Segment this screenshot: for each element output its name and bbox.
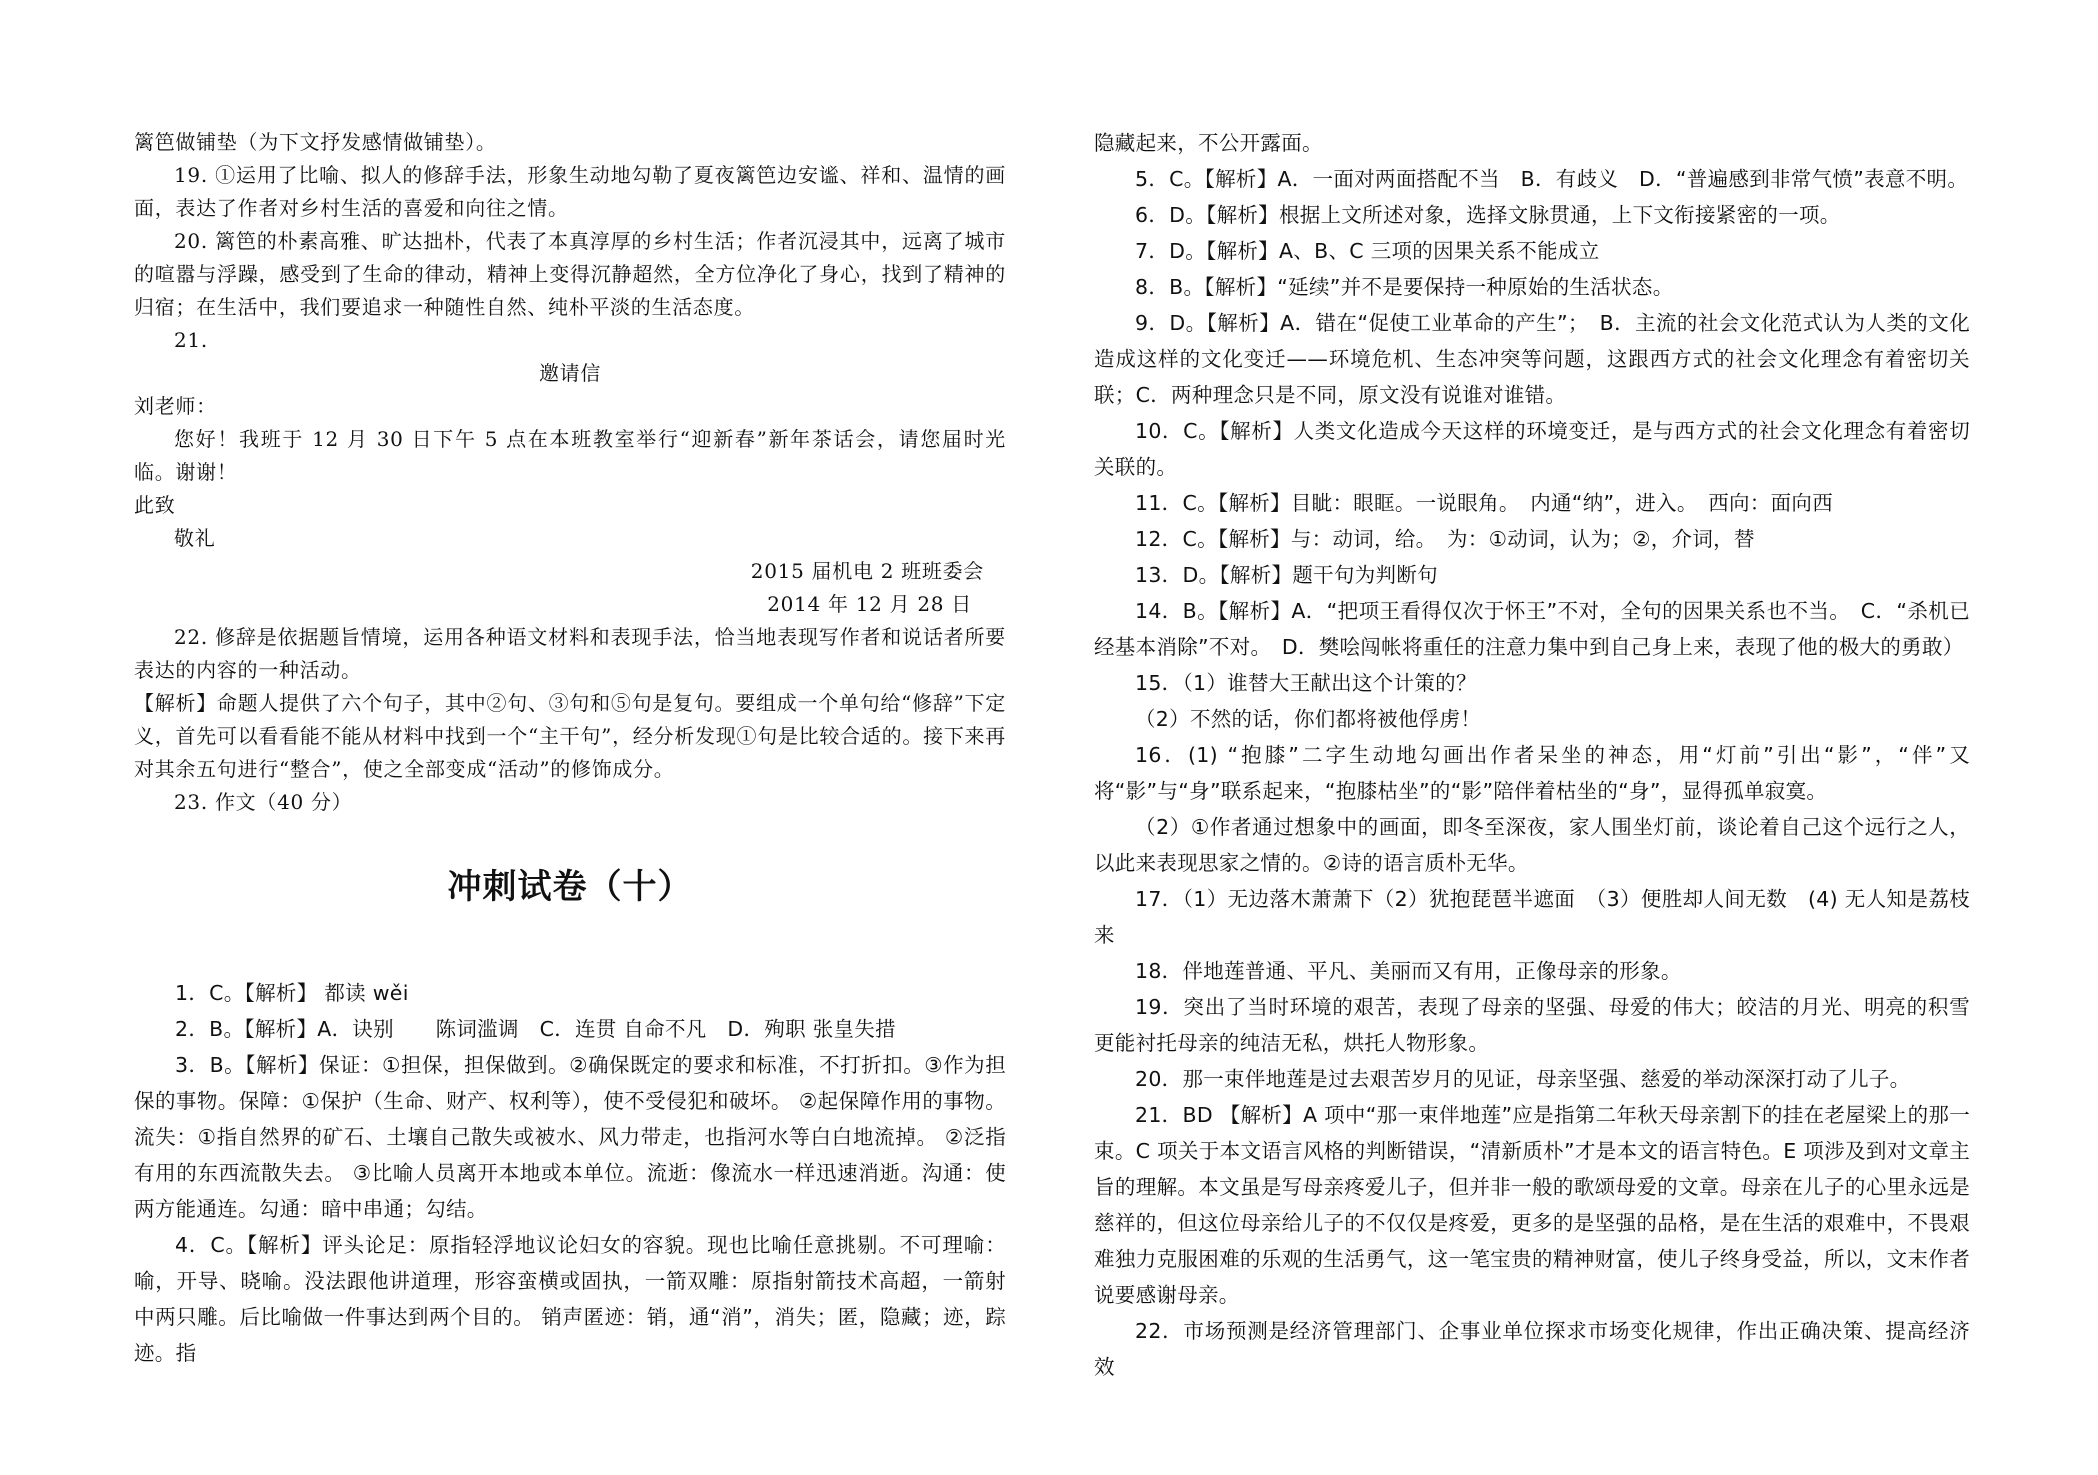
letter-title: 邀请信: [538, 361, 602, 385]
answer-22: 22. 修辞是依据题旨情境，运用各种语文材料和表现手法，恰当地表现写作者和说话者所要表达的内容的一种活动。: [134, 625, 1006, 682]
answer-item: 17．（1）无边落木萧萧下（2）犹抱琵琶半遮面 （3）便胜却人间无数 (4) 无人知是荔枝来: [1094, 887, 1970, 947]
answer-item: （2）①作者通过想象中的画面，即冬至深夜，家人围坐灯前，谈论着自己这个远行之人，以此来表现思家之情的。②诗的语言质朴无华。: [1094, 815, 1970, 875]
answer-item: 11．C。【解析】目眦：眼眶。一说眼角。 内通“纳”，进入。 西向：面向西: [1135, 491, 1833, 515]
answer-item: 22．市场预测是经济管理部门、企事业单位探求市场变化规律，作出正确决策、提高经济效: [1094, 1319, 1970, 1379]
answer-continuation: 篱笆做铺垫（为下文抒发感情做铺垫）。: [134, 130, 497, 154]
answer-item: 14．B。【解析】A．“把项王看得仅次于怀王”不对，全句的因果关系也不当。 C．“杀机已经基本消除”不对。 D．樊哙闯帐将重任的注意力集中到自己身上来，表现了他的极大的勇敢）: [1094, 599, 1970, 659]
answer-item: 12．C。【解析】与：动词，给。 为：①动词，认为；②，介词，替: [1135, 527, 1755, 551]
right-column: [1094, 125, 1970, 1385]
left-column-lower: [134, 975, 1006, 1371]
answer-item: 8．B。【解析】“延续”并不是要保持一种原始的生活状态。: [1135, 275, 1674, 299]
answer-19: 19. ①运用了比喻、拟人的修辞手法，形象生动地勾勒了夏夜篱笆边安谧、祥和、温情的画面，表达了作者对乡村生活的喜爱和向往之情。: [134, 163, 1006, 220]
letter-date: 2014 年 12 月 28 日: [767, 592, 972, 616]
answer-item: 9．D。【解析】A．错在“促使工业革命的产生”； B．主流的社会文化范式认为人类的文化造成这样的文化变迁——环境危机、生态冲突等问题，这跟西方式的社会文化理念有着密切关联；C．两种理念只是不同，原文没有说谁对谁错。: [1094, 311, 1970, 407]
answer-item: 1．C。【解析】 都读 wěi: [175, 981, 409, 1005]
left-column-upper: [134, 126, 1006, 819]
letter-body: 您好！我班于 12 月 30 日下午 5 点在本班教室举行“迎新春”新年茶话会，请您届时光临。谢谢！: [134, 427, 1006, 484]
answer-20: 20. 篱笆的朴素高雅、旷达拙朴，代表了本真淳厚的乡村生活；作者沉浸其中，远离了城市的喧嚣与浮躁，感受到了生命的律动，精神上变得沉静超然，全方位净化了身心，找到了精神的归宿；在生活中，我们要追求一种随性自然、纯朴平淡的生活态度。: [134, 229, 1006, 319]
answer-21-number: 21.: [174, 328, 208, 352]
answer-continuation: 隐藏起来，不公开露面。: [1094, 131, 1323, 155]
answer-item: 16．(1) “抱膝”二字生动地勾画出作者呆坐的神态，用“灯前”引出“影”，“伴”又将“影”与“身”联系起来，“抱膝枯坐”的“影”陪伴着枯坐的“身”，显得孤单寂寞。: [1094, 743, 1970, 803]
answer-item: 19．突出了当时环境的艰苦，表现了母亲的坚强、母爱的伟大；皎洁的月光、明亮的积雪更能衬托母亲的纯洁无私，烘托人物形象。: [1094, 995, 1970, 1055]
answer-item: 18．伴地莲普通、平凡、美丽而又有用，正像母亲的形象。: [1135, 959, 1682, 983]
answer-item: 10．C。【解析】人类文化造成今天这样的环境变迁，是与西方式的社会文化理念有着密切关联的。: [1094, 419, 1970, 479]
answer-item: 4．C。【解析】评头论足：原指轻浮地议论妇女的容貌。现也比喻任意挑剔。不可理喻：喻，开导、晓喻。没法跟他讲道理，形容蛮横或固执，一箭双雕：原指射箭技术高超，一箭射中两只雕。后比喻做一件事达到两个目的。 销声匿迹：销，通“消”，消失；匿，隐藏；迹，踪迹。指: [134, 1233, 1006, 1365]
section-title: 冲刺试卷（十）: [447, 867, 693, 907]
answer-22-analysis: 【解析】命题人提供了六个句子，其中②句、③句和⑤句是复句。要组成一个单句给“修辞”下定义，首先可以看看能不能从材料中找到一个“主干句”，经分析发现①句是比较合适的。接下来再对其余五句进行“整合”，使之全部变成“活动”的修饰成分。: [134, 691, 1006, 781]
answer-23: 23. 作文（40 分）: [174, 790, 353, 814]
answer-item: （2）不然的话，你们都将被他俘虏！: [1135, 707, 1482, 731]
answer-item: 5．C。【解析】A．一面对两面搭配不当 B．有歧义 D．“普遍感到非常气愤”表意不明。: [1135, 167, 1969, 191]
answer-item: 20．那一束伴地莲是过去艰苦岁月的见证，母亲坚强、慈爱的举动深深打动了儿子。: [1135, 1067, 1911, 1091]
answer-item: 7．D。【解析】A、B、C 三项的因果关系不能成立: [1135, 239, 1600, 263]
invitation-letter: [134, 357, 1006, 621]
answer-item: 15．（1）谁替大王献出这个计策的？: [1135, 671, 1477, 695]
answer-item: 21．BD 【解析】A 项中“那一束伴地莲”应是指第二年秋天母亲割下的挂在老屋梁上的那一束。C 项关于本文语言风格的判断错误，“清新质朴”才是本文的语言特色。E 项涉及到对文章主旨的理解。本文虽是写母亲疼爱儿子，但并非一般的歌颂母爱的文章。母亲在儿子的心里永远是慈祥的，但这位母亲给儿子的不仅仅是疼爱，更多的是坚强的品格，是在生活的艰难中，不畏艰难独力克服困难的乐观的生活勇气，这一笔宝贵的精神财富，使儿子终身受益，所以，文末作者说要感谢母亲。: [1094, 1103, 1970, 1307]
answer-item: 13．D。【解析】题干句为判断句: [1135, 563, 1438, 587]
answer-item: 2．B。【解析】A．诀别 陈词滥调 C．连贯 自命不凡 D．殉职 张皇失措: [175, 1017, 896, 1041]
letter-salutation: 刘老师：: [134, 394, 217, 418]
letter-signer: 2015 届机电 2 班班委会: [750, 559, 984, 583]
answer-item: 6．D。【解析】根据上文所述对象，选择文脉贯通，上下文衔接紧密的一项。: [1135, 203, 1841, 227]
answer-item: 3．B。【解析】保证：①担保，担保做到。②确保既定的要求和标准，不打折扣。③作为担保的事物。保障：①保护（生命、财产、权利等），使不受侵犯和破坏。 ②起保障作用的事物。流失：①指自然界的矿石、土壤自己散失或被水、风力带走，也指河水等白白地流掉。 ②泛指有用的东西流散失去。 ③比喻人员离开本地或本单位。流逝：像流水一样迅速消逝。沟通：使两方能通连。勾通：暗中串通；勾结。: [134, 1053, 1006, 1221]
letter-closing-1: 此致: [134, 493, 176, 517]
letter-closing-2: 敬礼: [174, 526, 216, 550]
